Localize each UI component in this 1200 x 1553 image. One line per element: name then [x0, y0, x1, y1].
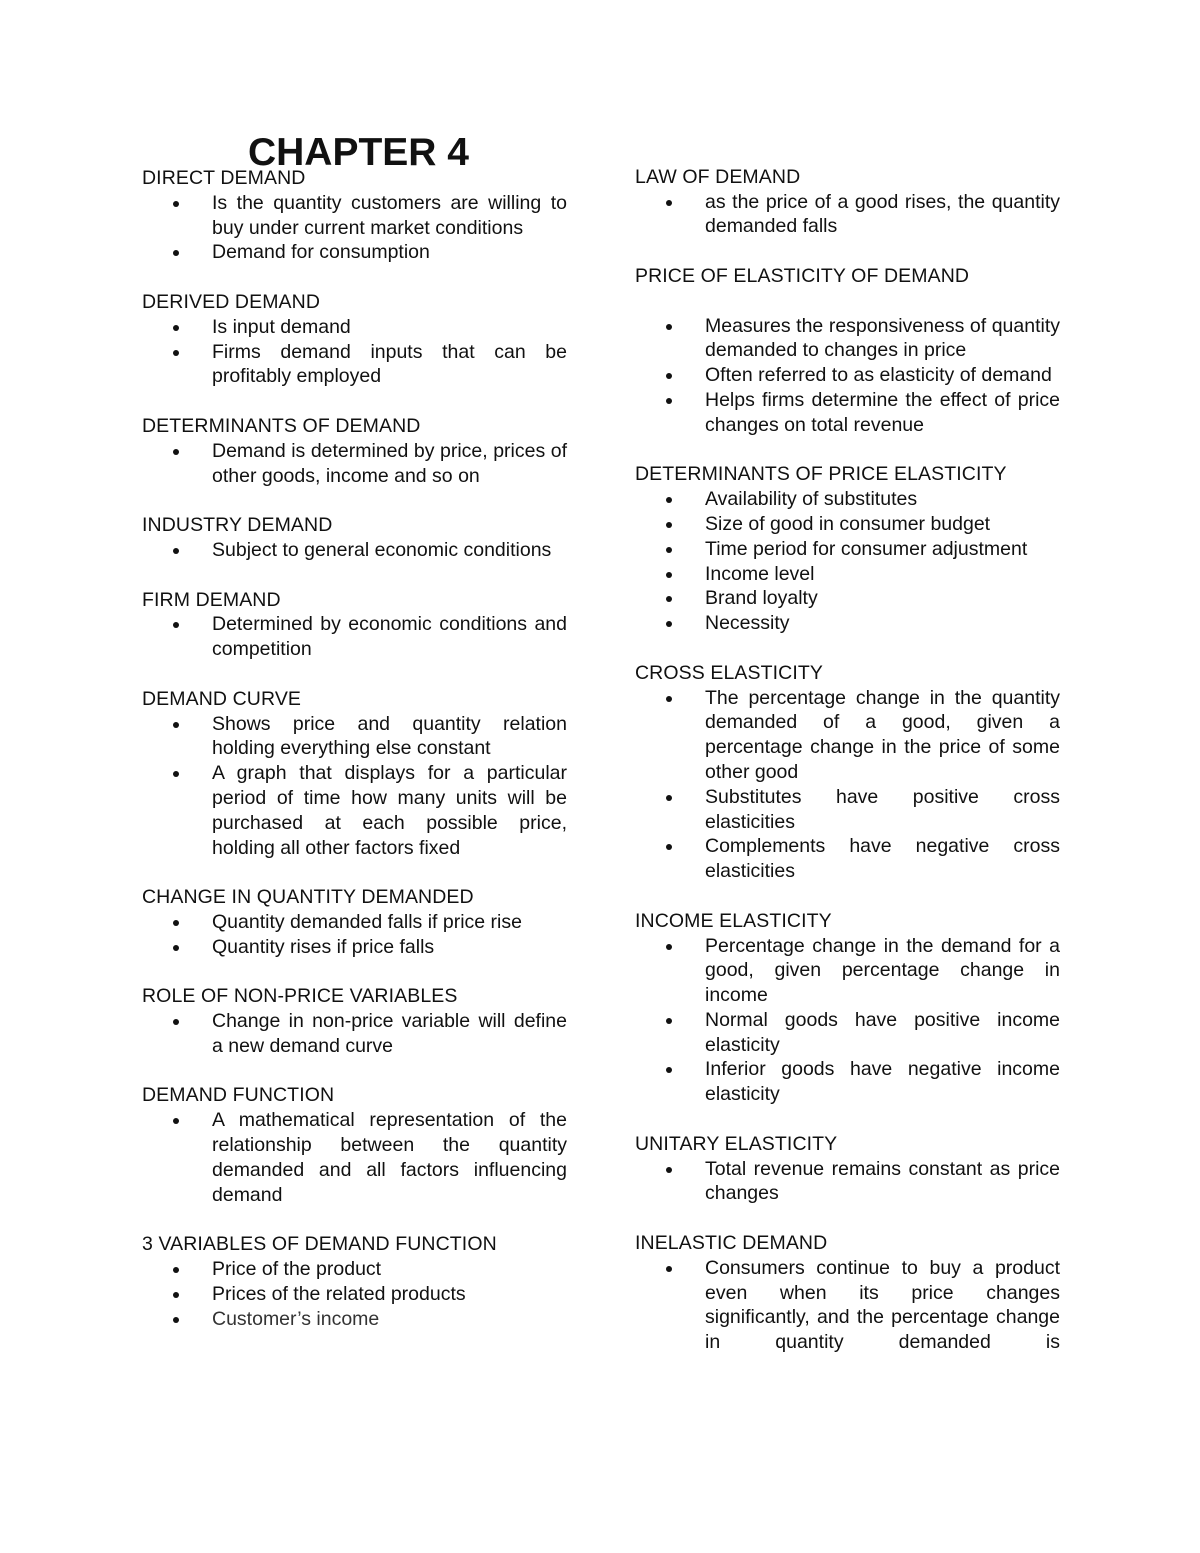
- bullet-icon: [666, 324, 672, 330]
- bullet-item: A mathematical representation of the relationship between the quantity demanded and all factors influencing demand: [142, 1108, 567, 1207]
- bullet-icon: [666, 373, 672, 379]
- bullet-list: [142, 712, 567, 861]
- bullet-icon: [666, 696, 672, 702]
- section-heading: DETERMINANTS OF PRICE ELASTICITY: [635, 463, 1007, 486]
- bullet-icon: [173, 250, 179, 256]
- bullet-icon: [173, 1118, 179, 1124]
- bullet-list: [635, 314, 1060, 438]
- section-determinants-of-price-elasticity: [635, 462, 1060, 636]
- bullet-item: Substitutes have positive cross elasticities: [635, 785, 1060, 835]
- bullet-icon: [173, 201, 179, 207]
- bullet-item: Prices of the related products: [142, 1282, 567, 1307]
- section-heading: LAW OF DEMAND: [635, 165, 801, 188]
- section-heading: CHANGE IN QUANTITY DEMANDED: [142, 886, 474, 909]
- bullet-icon: [173, 1019, 179, 1025]
- bullet-list: [142, 612, 567, 662]
- bullet-item: Quantity demanded falls if price rise: [142, 910, 567, 935]
- bullet-item: Complements have negative cross elasticities: [635, 834, 1060, 884]
- bullet-icon: [666, 1067, 672, 1073]
- bullet-list: [635, 934, 1060, 1108]
- bullet-item: Is input demand: [142, 315, 567, 340]
- bullet-item: Income level: [635, 562, 1060, 587]
- bullet-list: [635, 1157, 1060, 1207]
- bullet-icon: [666, 944, 672, 950]
- section-heading: DERIVED DEMAND: [142, 290, 321, 313]
- bullet-icon: [173, 1292, 179, 1298]
- bullet-item: Demand for consumption: [142, 240, 567, 265]
- bullet-icon: [173, 722, 179, 728]
- section-heading: DIRECT DEMAND: [142, 167, 306, 189]
- bullet-item: Is the quantity customers are willing to buy under current market conditions: [142, 191, 567, 241]
- bullet-item: Firms demand inputs that can be profitably employed: [142, 340, 567, 390]
- bullet-list: [635, 487, 1060, 636]
- bullet-icon: [666, 200, 672, 206]
- bullet-icon: [173, 449, 179, 455]
- bullet-icon: [173, 1267, 179, 1273]
- bullet-item: Measures the responsiveness of quantity demanded to changes in price: [635, 314, 1060, 364]
- bullet-icon: [666, 1167, 672, 1173]
- section-demand-curve: [142, 687, 567, 861]
- bullet-item: Total revenue remains constant as price changes: [635, 1157, 1060, 1207]
- bullet-icon: [173, 771, 179, 777]
- bullet-icon: [666, 398, 672, 404]
- bullet-list: [142, 1009, 567, 1059]
- section-heading: PRICE OF ELASTICITY OF DEMAND: [635, 264, 970, 287]
- section-heading: INDUSTRY DEMAND: [142, 514, 333, 537]
- right-column: [635, 140, 1060, 1355]
- bullet-icon: [666, 522, 672, 528]
- bullet-item: The percentage change in the quantity demanded of a good, given a percentage change in the price of some other good: [635, 686, 1060, 785]
- section-heading: UNITARY ELASTICITY: [635, 1132, 838, 1155]
- section-change-in-quantity-demanded: [142, 885, 567, 959]
- bullet-list: [142, 315, 567, 389]
- bullet-icon: [173, 350, 179, 356]
- bullet-icon: [666, 1266, 672, 1272]
- top-spacer: [635, 140, 1060, 165]
- blank-line: [635, 289, 1060, 314]
- bullet-icon: [173, 945, 179, 951]
- bullet-list: [142, 538, 567, 563]
- bullet-list: [142, 1257, 567, 1331]
- bullet-icon: [173, 622, 179, 628]
- bullet-item: Brand loyalty: [635, 586, 1060, 611]
- bullet-item: as the price of a good rises, the quantity demanded falls: [635, 190, 1060, 240]
- bullet-item: Inferior goods have negative income elasticity: [635, 1057, 1060, 1107]
- section-inelastic-demand: [635, 1231, 1060, 1355]
- bullet-item: Time period for consumer adjustment: [635, 537, 1060, 562]
- section-direct-demand: [142, 166, 567, 265]
- bullet-item: Shows price and quantity relation holding everything else constant: [142, 712, 567, 762]
- bullet-item: Availability of substitutes: [635, 487, 1060, 512]
- bullet-list: [635, 190, 1060, 240]
- bullet-item: Necessity: [635, 611, 1060, 636]
- bullet-item: Price of the product: [142, 1257, 567, 1282]
- left-column: [142, 131, 567, 1331]
- bullet-icon: [666, 596, 672, 602]
- section-heading: FIRM DEMAND: [142, 588, 281, 611]
- chapter-title: CHAPTER 4: [247, 131, 470, 174]
- bullet-icon: [173, 548, 179, 554]
- section-heading: INCOME ELASTICITY: [635, 909, 832, 932]
- section-demand-function: [142, 1083, 567, 1207]
- section-law-of-demand: [635, 165, 1060, 239]
- section-heading: 3 VARIABLES OF DEMAND FUNCTION: [142, 1233, 497, 1256]
- section-role-of-non-price-variables: [142, 984, 567, 1058]
- bullet-item: Subject to general economic conditions: [142, 538, 567, 563]
- bullet-item: Normal goods have positive income elasticity: [635, 1008, 1060, 1058]
- bullet-icon: [666, 1018, 672, 1024]
- section-price-of-elasticity-of-demand: [635, 264, 1060, 438]
- section-heading: DETERMINANTS OF DEMAND: [142, 414, 421, 437]
- section-derived-demand: [142, 290, 567, 389]
- section-firm-demand: [142, 588, 567, 662]
- bullet-list: [635, 686, 1060, 884]
- bullet-icon: [666, 795, 672, 801]
- section-industry-demand: [142, 513, 567, 563]
- bullet-icon: [173, 1317, 179, 1323]
- section-heading: ROLE OF NON-PRICE VARIABLES: [142, 985, 458, 1008]
- bullet-item: Change in non-price variable will define a new demand curve: [142, 1009, 567, 1059]
- bullet-icon: [173, 325, 179, 331]
- section-determinants-of-demand: [142, 414, 567, 488]
- bullet-item: Consumers continue to buy a product even when its price changes significantly, and the percentage change in quantity demanded is: [635, 1256, 1060, 1355]
- bullet-list: [142, 191, 567, 265]
- bullet-icon: [666, 844, 672, 850]
- bullet-item: Demand is determined by price, prices of other goods, income and so on: [142, 439, 567, 489]
- section-heading: DEMAND CURVE: [142, 687, 302, 710]
- bullet-item: Size of good in consumer budget: [635, 512, 1060, 537]
- bullet-item: Helps firms determine the effect of price changes on total revenue: [635, 388, 1060, 438]
- section-heading: DEMAND FUNCTION: [142, 1084, 335, 1107]
- section-unitary-elasticity: [635, 1132, 1060, 1206]
- bullet-list: [142, 439, 567, 489]
- bullet-icon: [666, 547, 672, 553]
- section-income-elasticity: [635, 909, 1060, 1107]
- bullet-list: [635, 1256, 1060, 1355]
- bullet-list: [142, 910, 567, 960]
- bullet-list: [142, 1108, 567, 1207]
- bullet-item: Percentage change in the demand for a good, given percentage change in income: [635, 934, 1060, 1008]
- section-heading: INELASTIC DEMAND: [635, 1232, 828, 1255]
- bullet-icon: [666, 621, 672, 627]
- bullet-item: Determined by economic conditions and competition: [142, 612, 567, 662]
- bullet-item: Customer’s income: [142, 1307, 567, 1332]
- section-cross-elasticity: [635, 661, 1060, 884]
- section-heading: CROSS ELASTICITY: [635, 661, 823, 684]
- bullet-item: Often referred to as elasticity of demand: [635, 363, 1060, 388]
- bullet-icon: [666, 572, 672, 578]
- bullet-icon: [173, 920, 179, 926]
- bullet-item: Quantity rises if price falls: [142, 935, 567, 960]
- bullet-icon: [666, 497, 672, 503]
- section-variables-of-demand-function: [142, 1232, 567, 1331]
- bullet-item: A graph that displays for a particular period of time how many units will be purchased at each possible price, holding all other factors fixed: [142, 761, 567, 860]
